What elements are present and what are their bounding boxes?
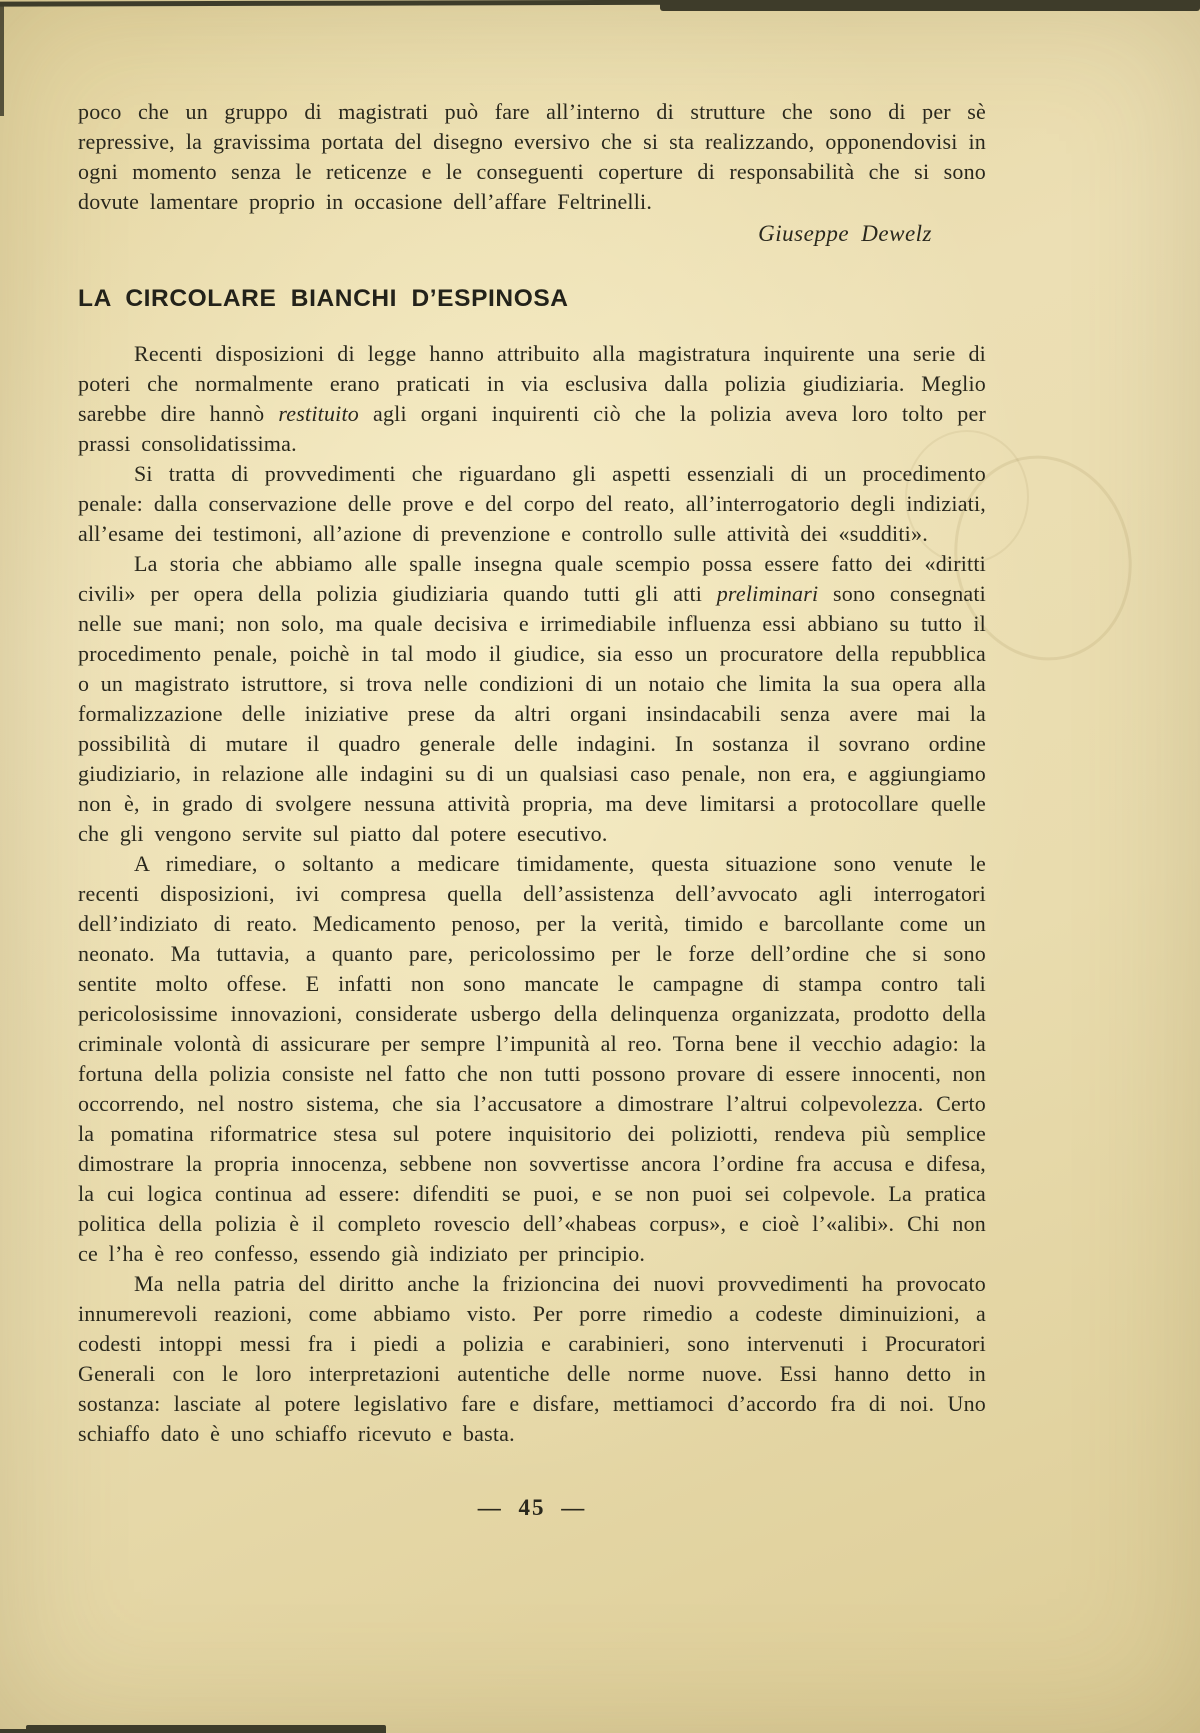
paragraph: A rimediare, o soltanto a medicare timidamente, questa situazione sono venute le recenti disposizioni, ivi compresa quella dell’assistenza dell’avvocato agli interrogatori dell’indiziato di reato. Medicamento penoso, per la verità, timido e barcollante come un neonato. Ma tuttavia, a quanto pare, pericolossimo per le forze dell’ordine che si sono sentite molto offese. E infatti non sono mancate le campagne di stampa contro tali pericolosissime innovazioni, considerate usbergo della delinquenza organizzata, prodotto della criminale volontà di assicurare per sempre l’impunità al reo. Torna bene il vecchio adagio: la fortuna della polizia consiste nel fatto che non tutti possono provare di essere innocenti, non occorrendo, nel nostro sistema, che sia l’accusatore a dimostrare l’altrui colpevolezza. Certo la pomatina riformatrice stesa sul potere inquisitorio dei poliziotti, rendeva più semplice dimostrare la propria innocenza, sebbene non sovvertisse ancora l’ordine fra accusa e difesa, la cui logica continua ad essere: difenditi se puoi, e se non puoi sei colpevole. La pratica politica della polizia è il completo rovescio dell’«habeas corpus», e cioè l’«alibi». Chi non ce l’ha è reo confesso, essendo già indiziato per principio.	[78, 851, 986, 1266]
paragraph: Recenti disposizioni di legge hanno attribuito alla magistratura inquirente una serie di poteri che normalmente erano praticati in via esclusiva dalla polizia giudiziaria. Meglio sarebbe dire hannò restituito agli organi inquirenti ciò che la polizia aveva loro tolto per prassi consolidatissima.	[78, 341, 986, 456]
scan-edge-top-right	[660, 0, 1200, 11]
continuation-paragraph: poco che un gruppo di magistrati può fare all’interno di strutture che sono di per sè repressive, la gravissima portata del disegno eversivo che si sta realizzando, opponendovisi in ogni momento senza le reticenze e le conseguenti coperture di responsabilità che si sono dovute lamentare proprio in occasione dell’affare Feltrinelli.	[78, 99, 986, 214]
scan-edge-bottom	[26, 1725, 386, 1733]
section-heading: LA CIRCOLARE BIANCHI D’ESPINOSA	[78, 285, 569, 312]
page-content	[78, 97, 986, 1521]
paragraph: La storia che abbiamo alle spalle insegna quale scempio possa essere fatto dei «diritti civili» per opera della polizia giudiziaria quando tutti gli atti preliminari sono consegnati nelle sue mani; non solo, ma quale decisiva e irrimediabile influenza essi abbiano su tutto il procedimento penale, poichè in tal modo il giudice, sia esso un procuratore della repubblica o un magistrato istruttore, si trova nelle condizioni di un notaio che limita la sua opera alla formalizzazione delle iniziative prese da altri organi insindacabili senza avere mai la possibilità di mutare il quadro generale delle indagini. In sostanza il sovrano ordine giudiziario, in relazione alle indagini su di un qualsiasi caso penale, non era, e aggiungiamo non è, in grado di svolgere nessuna attività propria, ma deve limitarsi a protocollare quelle che gli vengono servite sul piatto dal potere esecutivo.	[78, 551, 986, 846]
paragraph: Ma nella patria del diritto anche la frizioncina dei nuovi provvedimenti ha provocato innumerevoli reazioni, come abbiamo visto. Per porre rimedio a codeste diminuizioni, a codesti intoppi messi fra i piedi a polizia e carabinieri, sono intervenuti i Procuratori Generali con le loro interpretazioni autentiche delle norme nuove. Essi hanno detto in sostanza: lasciate al potere legislativo fare e disfare, mettiamoci d’accordo fra di noi. Uno schiaffo dato è uno schiaffo ricevuto e basta.	[78, 1271, 986, 1446]
body-paragraphs	[78, 339, 986, 1449]
page-number: — 45 —	[477, 1495, 587, 1520]
paragraph: Si tratta di provvedimenti che riguardano gli aspetti essenziali di un procedimento penale: dalla conservazione delle prove e del corpo del reato, all’interrogatorio degli indiziati, all’esame dei testimoni, all’azione di prevenzione e controllo sulle attività dei «sudditi».	[78, 461, 986, 546]
scan-edge-left	[0, 6, 4, 116]
author-signature: Giuseppe Dewelz	[758, 221, 932, 246]
scan-edge-bottom-corner	[0, 1729, 26, 1733]
